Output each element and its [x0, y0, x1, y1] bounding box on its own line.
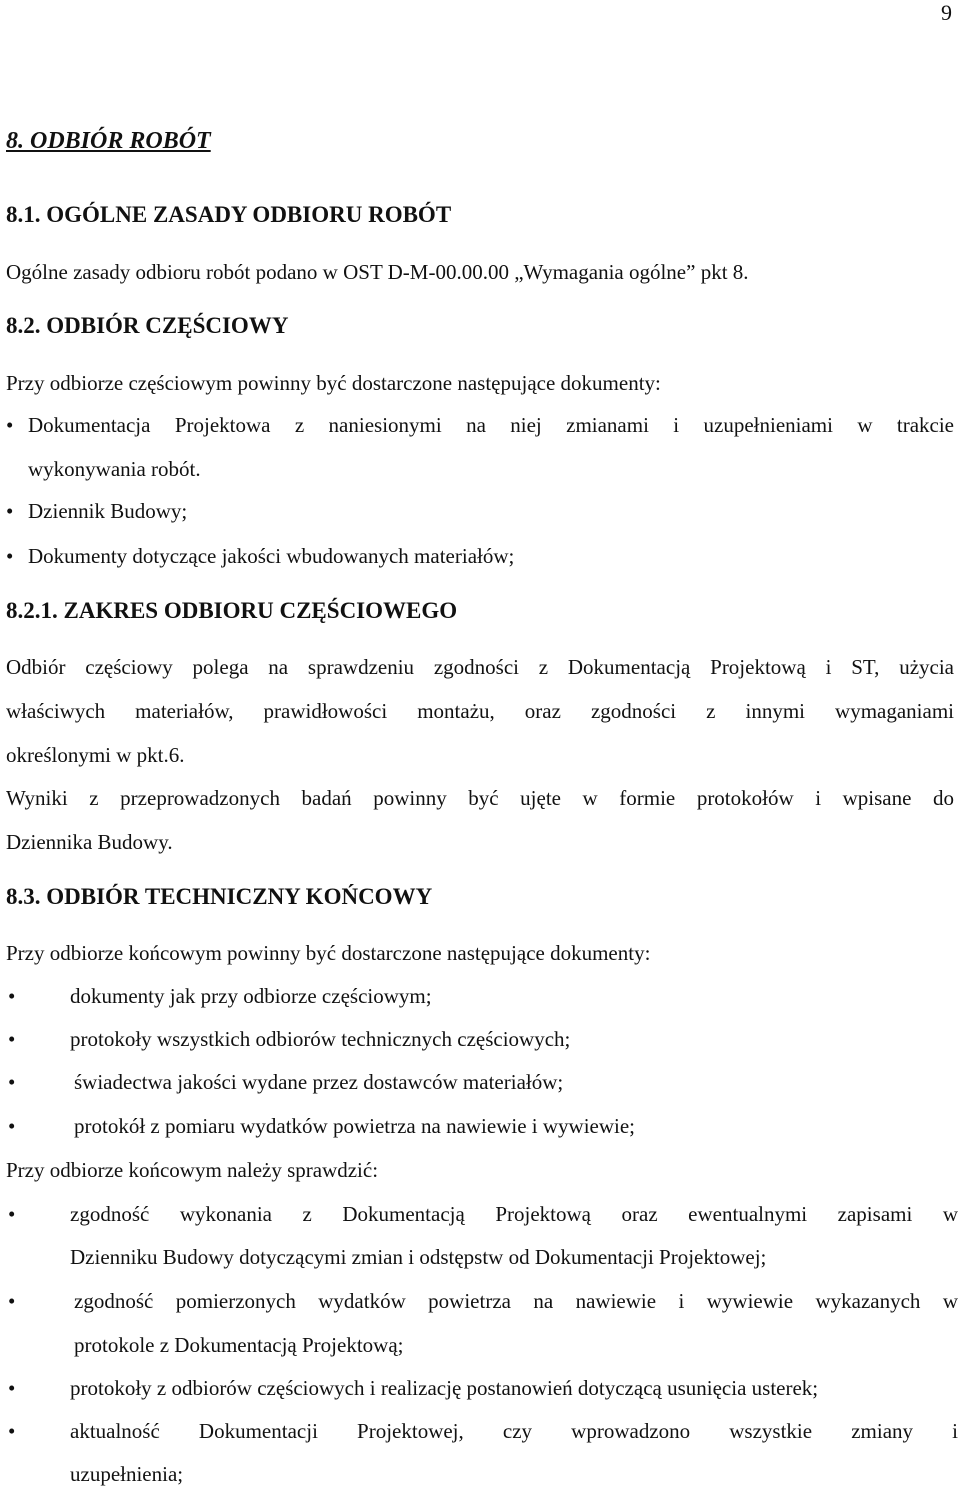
- list-item: zgodność pomierzonych wydatków powietrza na nawiewie i wywiewie wykazanych w: [74, 1289, 958, 1313]
- list-item: protokół z pomiaru wydatków powietrza na nawiewie i wywiewie;: [74, 1114, 636, 1138]
- list-item-continuation: wykonywania robót.: [28, 457, 201, 481]
- list-item: świadectwa jakości wydane przez dostawców materiałów;: [74, 1070, 564, 1094]
- bullet-icon: •: [8, 1202, 16, 1226]
- list-item: zgodność wykonania z Dokumentacją Projektową oraz ewentualnymi zapisami w: [70, 1202, 958, 1226]
- bullet-icon: •: [8, 984, 16, 1008]
- paragraph-line: określonymi w pkt.6.: [6, 743, 185, 767]
- section-text-8-1: Ogólne zasady odbioru robót podano w OST D-M-00.00.00 „Wymagania ogólne” pkt 8.: [6, 260, 749, 284]
- list-item: aktualność Dokumentacji Projektowej, czy wprowadzono wszystkie zmiany i: [70, 1419, 958, 1443]
- main-heading: 8. ODBIÓR ROBÓT: [6, 128, 211, 154]
- paragraph-line: Dziennika Budowy.: [6, 830, 173, 854]
- bullet-icon: •: [8, 1027, 16, 1051]
- bullet-icon: •: [6, 499, 14, 523]
- bullet-icon: •: [6, 413, 14, 437]
- bullet-icon: •: [8, 1289, 16, 1313]
- list-item: Dokumentacja Projektowa z naniesionymi na niej zmianami i uzupełnieniami w trakcie: [28, 413, 954, 437]
- section-heading-8-3: 8.3. ODBIÓR TECHNICZNY KOŃCOWY: [6, 884, 433, 909]
- section-heading-8-2-1: 8.2.1. ZAKRES ODBIORU CZĘŚCIOWEGO: [6, 598, 458, 623]
- section-heading-8-1: 8.1. OGÓLNE ZASADY ODBIORU ROBÓT: [6, 202, 452, 227]
- list-item-continuation: Dzienniku Budowy dotyczącymi zmian i odstępstw od Dokumentacji Projektowej;: [70, 1245, 767, 1269]
- paragraph-line: Wyniki z przeprowadzonych badań powinny być ujęte w formie protokołów i wpisane do: [6, 786, 954, 810]
- list-item: protokoły z odbiorów częściowych i realizację postanowień dotyczącą usunięcia usterek;: [70, 1376, 819, 1400]
- list-item: Dziennik Budowy;: [28, 499, 188, 523]
- list-item: dokumenty jak przy odbiorze częściowym;: [70, 984, 432, 1008]
- bullet-icon: •: [8, 1419, 16, 1443]
- list-item: Dokumenty dotyczące jakości wbudowanych materiałów;: [28, 544, 515, 568]
- page-number: 9: [941, 0, 952, 25]
- list-item: protokoły wszystkich odbiorów technicznych częściowych;: [70, 1027, 571, 1051]
- section-intro-8-2: Przy odbiorze częściowym powinny być dostarczone następujące dokumenty:: [6, 371, 661, 395]
- bullet-icon: •: [8, 1070, 16, 1094]
- bullet-icon: •: [8, 1376, 16, 1400]
- section-intro-8-3: Przy odbiorze końcowym powinny być dostarczone następujące dokumenty:: [6, 941, 651, 965]
- check-intro: Przy odbiorze końcowym należy sprawdzić:: [6, 1158, 379, 1182]
- bullet-icon: •: [8, 1114, 16, 1138]
- paragraph-line: właściwych materiałów, prawidłowości montażu, oraz zgodności z innymi wymaganiami: [6, 699, 954, 723]
- section-heading-8-2: 8.2. ODBIÓR CZĘŚCIOWY: [6, 313, 289, 338]
- paragraph-line: Odbiór częściowy polega na sprawdzeniu zgodności z Dokumentacją Projektową i ST, użycia: [6, 655, 954, 679]
- bullet-icon: •: [6, 544, 14, 568]
- list-item-continuation: protokole z Dokumentacją Projektową;: [74, 1333, 404, 1357]
- list-item-continuation: uzupełnienia;: [70, 1462, 184, 1486]
